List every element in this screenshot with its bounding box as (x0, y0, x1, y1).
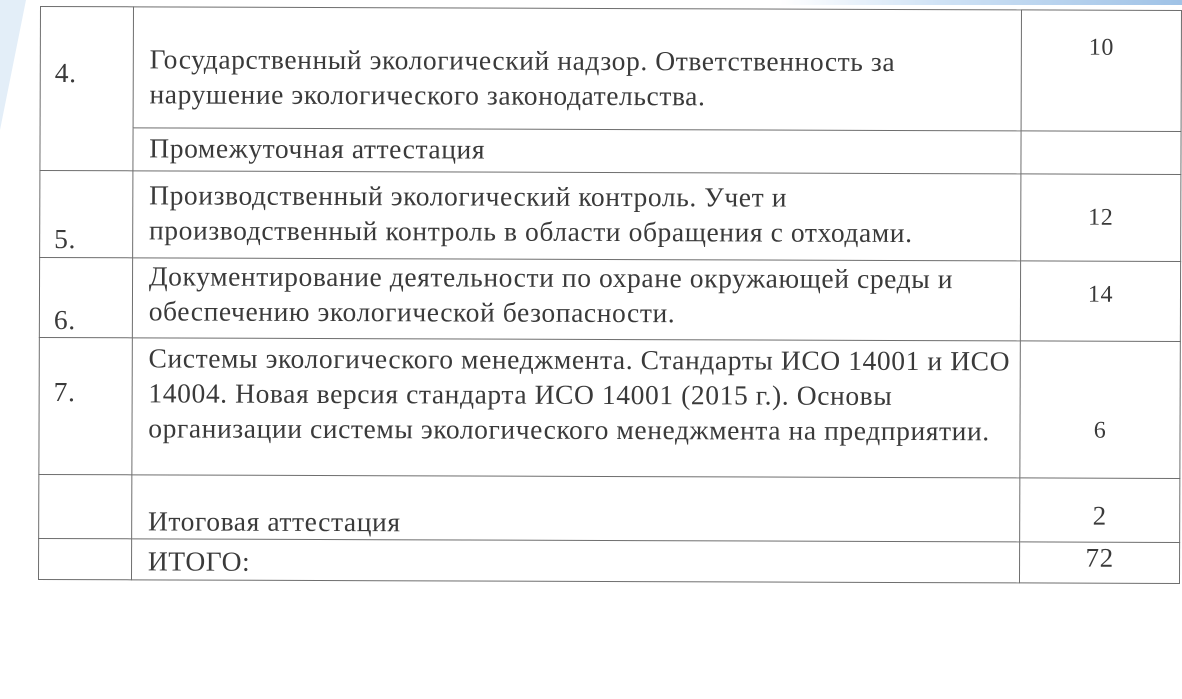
row-number-cell (39, 474, 132, 538)
topic-cell (133, 128, 1021, 174)
row-number: 4. (54, 57, 77, 89)
hours-cell (1021, 10, 1181, 132)
row-number-cell (40, 128, 133, 171)
hours-value: 12 (1088, 204, 1114, 231)
topic-text: Системы экологического менеджмента. Стандарты ИСО 14001 и ИСО 14004. Новая версия стандарта ИСО 14001 (2015 г.). Основы организации системы экологического менеджмента на предприятии. (148, 342, 1011, 447)
hours-value: 72 (1085, 542, 1114, 573)
scan-edge-left (0, 0, 26, 130)
hours-value: 2 (1092, 500, 1107, 531)
topic-cell (131, 539, 1019, 583)
hours-cell (1020, 341, 1180, 479)
scan-edge-top (780, 0, 1182, 5)
hours-cell (1020, 478, 1180, 543)
table-row (40, 128, 1181, 175)
hours-cell (1020, 261, 1180, 342)
table-row (39, 337, 1180, 478)
topic-text: Промежуточная аттестация (149, 132, 486, 165)
row-number-cell (40, 171, 133, 258)
topic-text: ИТОГО: (147, 545, 251, 577)
topic-text: Итоговая аттестация (147, 505, 401, 538)
row-number: 6. (53, 304, 76, 336)
topic-text: Государственный экологический надзор. Ответственность за нарушение экологического законодательства. (149, 43, 896, 112)
topic-cell (132, 258, 1021, 341)
table-row (39, 474, 1180, 542)
row-number-cell (39, 337, 132, 474)
table-row (38, 538, 1179, 583)
curriculum-table (38, 6, 1182, 584)
topic-cell (133, 7, 1022, 131)
table-row (40, 7, 1181, 132)
topic-cell (132, 171, 1021, 261)
row-number-cell (40, 7, 133, 128)
hours-value: 14 (1087, 281, 1114, 308)
row-number-cell (39, 258, 132, 338)
topic-cell (131, 475, 1020, 542)
row-number: 7. (53, 376, 76, 408)
row-number-cell (38, 538, 131, 579)
topic-text: Документирование деятельности по охране окружающей среды и обеспечению экологической безопасности. (148, 260, 954, 329)
hours-cell (1021, 174, 1181, 262)
topic-cell (132, 338, 1021, 478)
row-number: 5. (54, 223, 77, 255)
hours-cell (1021, 131, 1181, 175)
hours-cell (1020, 542, 1180, 584)
table-row (39, 258, 1180, 342)
hours-value: 6 (1093, 417, 1107, 444)
topic-text: Производственный экологический контроль. Учет и производственный контроль в области обращения с отходами. (148, 179, 913, 249)
hours-value: 10 (1088, 34, 1115, 61)
table-row (40, 171, 1181, 262)
